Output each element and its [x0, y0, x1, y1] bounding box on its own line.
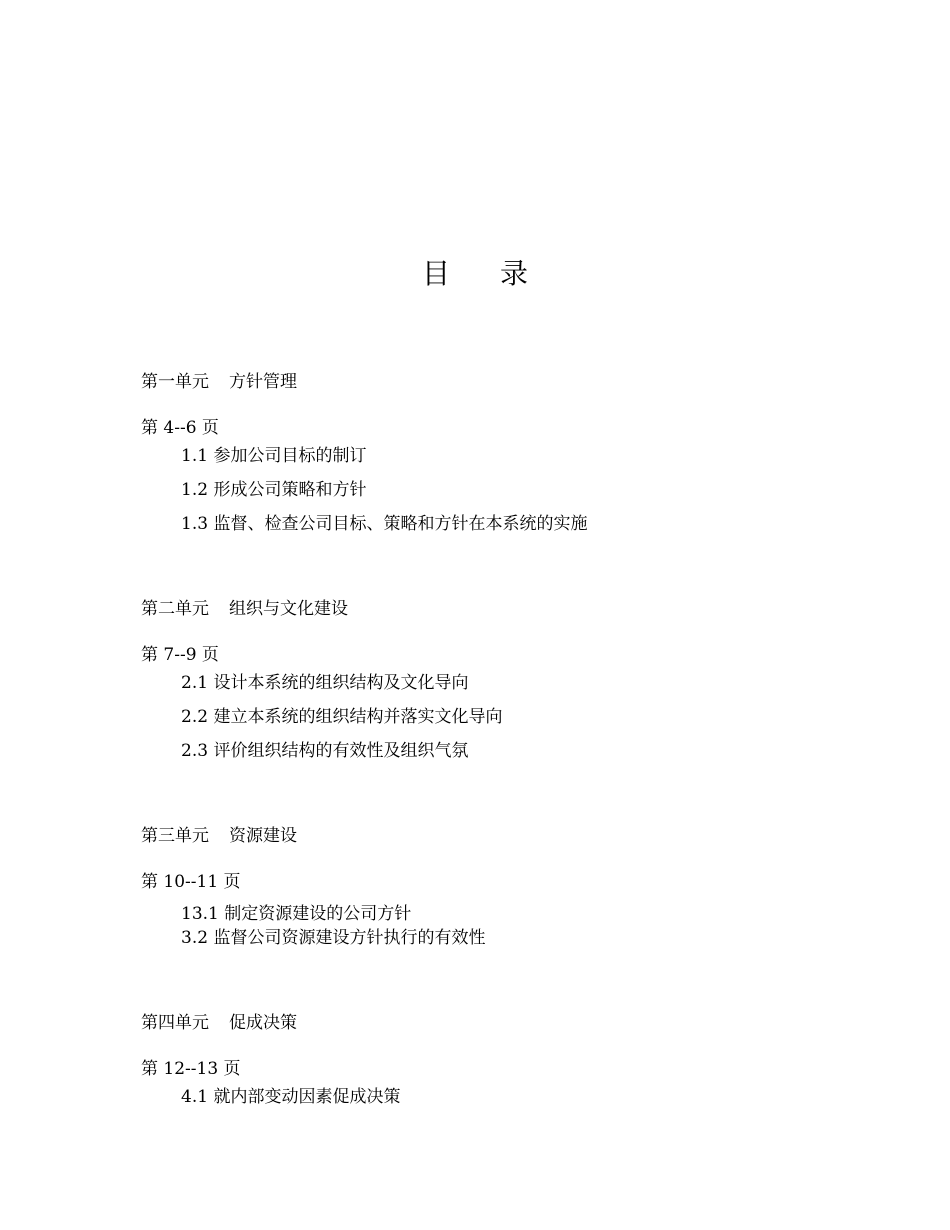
toc-item: 2.3 评价组织结构的有效性及组织气氛 — [181, 741, 469, 761]
unit-title: 资源建设 — [229, 826, 297, 846]
toc-items — [181, 902, 901, 950]
toc-item: 1.2 形成公司策略和方针 — [181, 480, 367, 500]
toc-unit-4 — [141, 1011, 901, 1109]
unit-title: 方针管理 — [229, 372, 297, 392]
unit-number: 第三单元 — [141, 826, 209, 846]
unit-heading — [141, 824, 901, 848]
toc-unit-2 — [141, 597, 901, 763]
page-title — [0, 252, 950, 292]
toc-item: 13.1 制定资源建设的公司方针 — [181, 904, 412, 924]
title-char-2: 录 — [500, 257, 529, 290]
toc-item: 3.2 监督公司资源建设方针执行的有效性 — [181, 928, 486, 948]
toc-items — [181, 1085, 901, 1109]
unit-heading — [141, 1011, 901, 1035]
page-range: 第 12--13 页 — [141, 1059, 241, 1079]
unit-number: 第一单元 — [141, 372, 209, 392]
unit-heading — [141, 370, 901, 394]
page-range: 第 4--6 页 — [141, 418, 219, 438]
title-char-1: 目 — [421, 257, 450, 290]
toc-item: 2.1 设计本系统的组织结构及文化导向 — [181, 673, 469, 693]
toc-items — [181, 444, 901, 536]
unit-number: 第二单元 — [141, 599, 209, 619]
page-range: 第 7--9 页 — [141, 645, 219, 665]
toc-item: 4.1 就内部变动因素促成决策 — [181, 1087, 401, 1107]
toc-item: 1.3 监督、检查公司目标、策略和方针在本系统的实施 — [181, 514, 588, 534]
unit-heading — [141, 597, 901, 621]
toc-item: 2.2 建立本系统的组织结构并落实文化导向 — [181, 707, 503, 727]
toc-unit-3 — [141, 824, 901, 950]
toc-items — [181, 671, 901, 763]
toc-item: 1.1 参加公司目标的制订 — [181, 446, 367, 466]
unit-title: 促成决策 — [229, 1013, 297, 1033]
unit-title: 组织与文化建设 — [229, 599, 348, 619]
toc-unit-1 — [141, 370, 901, 536]
unit-number: 第四单元 — [141, 1013, 209, 1033]
page-range: 第 10--11 页 — [141, 872, 241, 892]
